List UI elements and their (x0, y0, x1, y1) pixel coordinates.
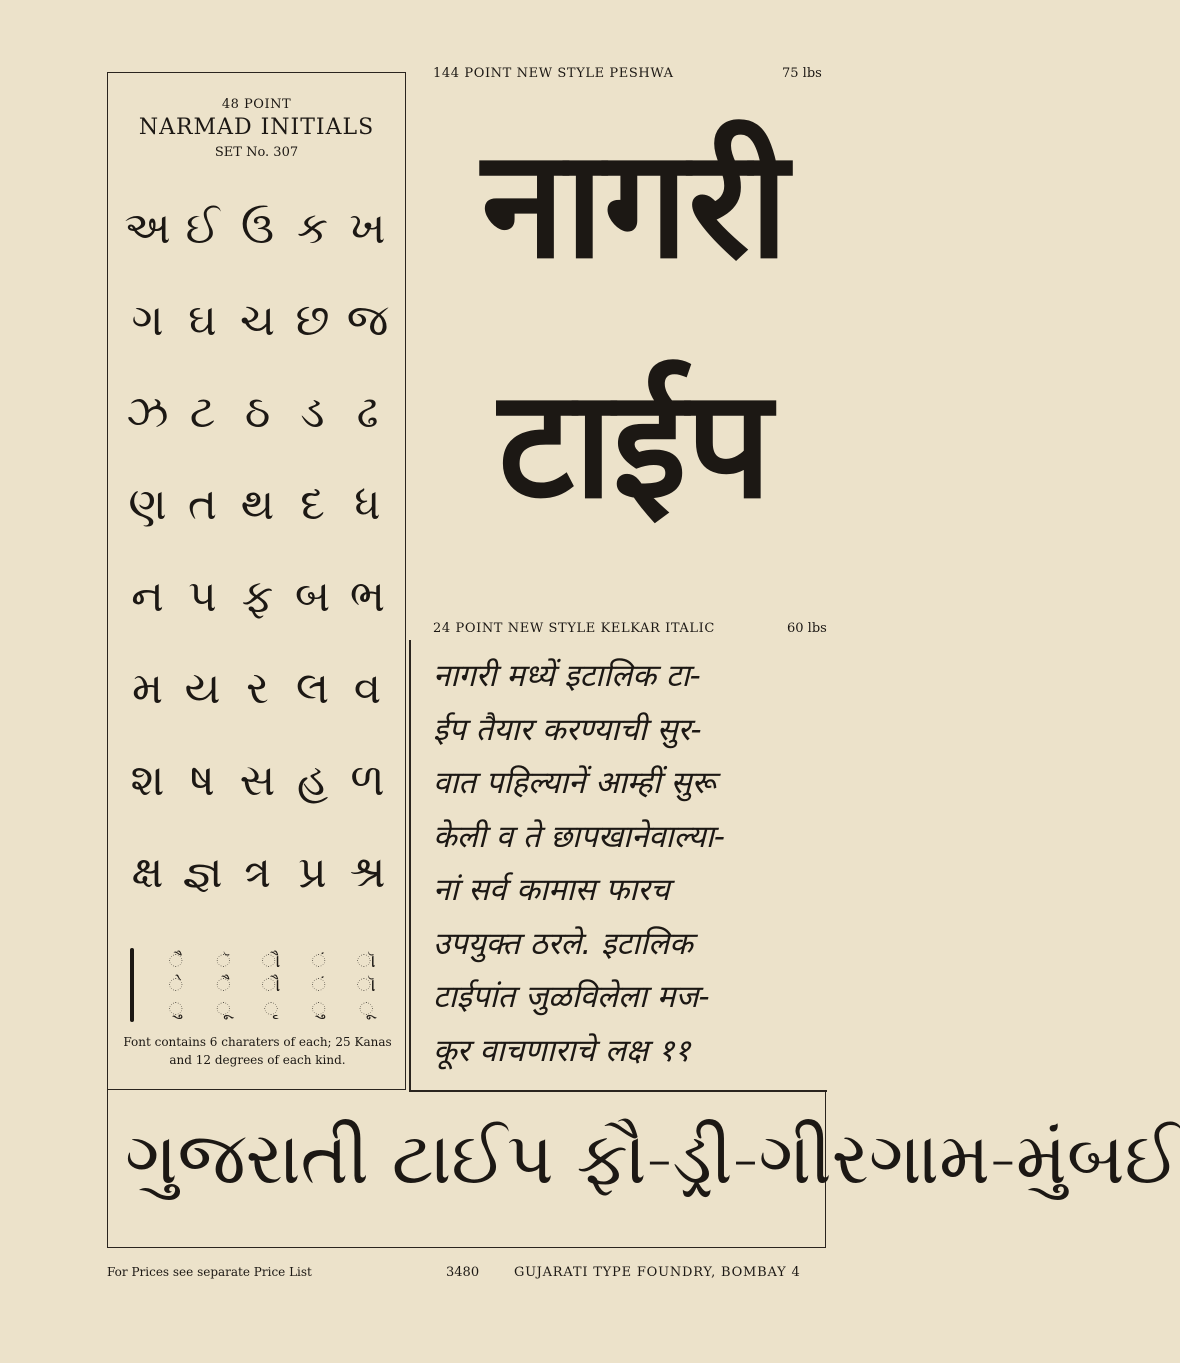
kana-glyph: ૌ (261, 950, 281, 972)
initial-glyph: દ (300, 479, 325, 530)
kana-specimen-row (130, 945, 390, 1025)
price-list-note: For Prices see separate Price List (107, 1265, 312, 1279)
foundry-name: GUJARATI TYPE FOUNDRY, BOMBAY 4 (514, 1265, 801, 1280)
initial-glyph: ધ (354, 479, 381, 530)
initial-glyph: જ (346, 295, 389, 346)
narmad-initials-panel (107, 72, 406, 1090)
initial-glyph: ય (184, 663, 221, 714)
peshwa-specimen-line-2: टाईप (498, 358, 772, 532)
kelkar-text-line: नां सर्व कामास फारच (433, 872, 670, 908)
kana-list (152, 949, 390, 1021)
kana-glyph: ૂ (359, 998, 374, 1020)
initials-glyph-grid (120, 183, 395, 919)
initial-glyph: ર (246, 663, 269, 714)
initial-glyph: બ (294, 571, 331, 622)
kelkar-text-line: ईप तैयार करण्याची सुर- (433, 711, 702, 748)
initial-glyph: ઉ (240, 203, 275, 254)
kelkar-text-line: नागरी मध्यें इटालिक टा- (433, 658, 701, 694)
kelkar-specimen-paragraph (433, 650, 828, 1078)
initial-glyph: પ્ર (298, 847, 327, 898)
font-contents-note: Font contains 6 charaters of each; 25 Kanas and 12 degrees of each kind. (123, 1035, 392, 1067)
initial-glyph: ક્ષ (131, 847, 164, 898)
peshwa-weight-label: 75 lbs (782, 66, 822, 81)
kana-vertical-bar (130, 948, 134, 1022)
initial-glyph: ઘ (188, 295, 217, 346)
kana-glyph: ૈ (216, 974, 231, 996)
initial-glyph: ક (296, 203, 329, 254)
kana-glyph: ૂ (216, 998, 231, 1020)
initial-glyph: ફ (241, 571, 274, 622)
initial-glyph: ગ (131, 295, 164, 346)
initial-glyph: ભ (349, 571, 386, 622)
initial-glyph: ણ (128, 479, 167, 530)
initial-glyph: હ (296, 755, 329, 806)
kelkar-divider-rule (409, 640, 411, 1090)
initial-glyph: ડ (300, 387, 325, 438)
initial-glyph: ન (131, 571, 164, 622)
kelkar-text-line: उपयुक्त ठरले. इटालिक (433, 925, 693, 962)
kana-glyph: ૅ (216, 950, 231, 972)
kelkar-text-line: केली व ते छापखानेवाल्या- (433, 818, 725, 855)
kana-glyph: ૉ (356, 974, 376, 996)
initial-glyph: જ્ઞ (182, 847, 223, 898)
kana-glyph: ુ (311, 998, 326, 1020)
font-name-heading: NARMAD INITIALS (138, 115, 375, 140)
peshwa-specimen-heading: 144 POINT NEW STYLE PESHWA (433, 66, 674, 81)
kana-glyph: ુ (168, 998, 183, 1020)
kana-glyph: ં (311, 950, 326, 972)
initial-glyph: ટ (189, 387, 216, 438)
kelkar-text-line: कूर वाचणाराचे लक्ष ११ (433, 1032, 691, 1069)
kana-glyph: ે (168, 974, 183, 996)
initial-glyph: અ (124, 203, 171, 254)
initial-glyph: ઠ (244, 387, 271, 438)
gujarati-specimen-line: ગુજરાતી ટાઈપ ફૌ-ડ્રી-ગીરગામ-મુંબઈ (125, 1116, 1180, 1200)
kana-glyph: ૃ (263, 998, 279, 1020)
kelkar-weight-label: 60 lbs (787, 621, 827, 636)
initial-glyph: ઢ (356, 387, 379, 438)
initial-glyph: ષ (190, 755, 215, 806)
kana-glyph: ૌ (261, 974, 281, 996)
page-number: 3480 (446, 1265, 480, 1280)
initial-glyph: ચ (239, 295, 276, 346)
initial-glyph: લ (295, 663, 330, 714)
kana-glyph: ૈ (168, 950, 183, 972)
initial-glyph: શ્ર (349, 847, 386, 898)
kana-glyph: ં (311, 974, 326, 996)
kana-glyph: ૉ (356, 950, 376, 972)
initial-glyph: સ (239, 755, 276, 806)
initial-glyph: ળ (350, 755, 385, 806)
initial-glyph: છ (295, 295, 330, 346)
point-size-label: 48 POINT (221, 97, 292, 112)
set-number-label: SET No. 307 (214, 145, 299, 160)
initial-glyph: વ (353, 663, 382, 714)
peshwa-specimen-line-1: नागरी (481, 118, 789, 292)
initial-glyph: થ (240, 479, 275, 530)
initial-glyph: ઝ (126, 387, 169, 438)
kelkar-specimen-heading: 24 POINT NEW STYLE KELKAR ITALIC (433, 621, 715, 636)
initial-glyph: ખ (349, 203, 386, 254)
initial-glyph: મ (131, 663, 164, 714)
initial-glyph: ત્ર (243, 847, 272, 898)
kelkar-text-line: टाईपांत जुळविलेला मज- (433, 979, 710, 1015)
kelkar-text-line: वात पहिल्यानें आम्हीं सुरू (433, 765, 716, 801)
initial-glyph: શ (130, 755, 165, 806)
initial-glyph: ત (187, 479, 218, 530)
initial-glyph: પ (188, 571, 217, 622)
initial-glyph: ઈ (185, 203, 220, 254)
